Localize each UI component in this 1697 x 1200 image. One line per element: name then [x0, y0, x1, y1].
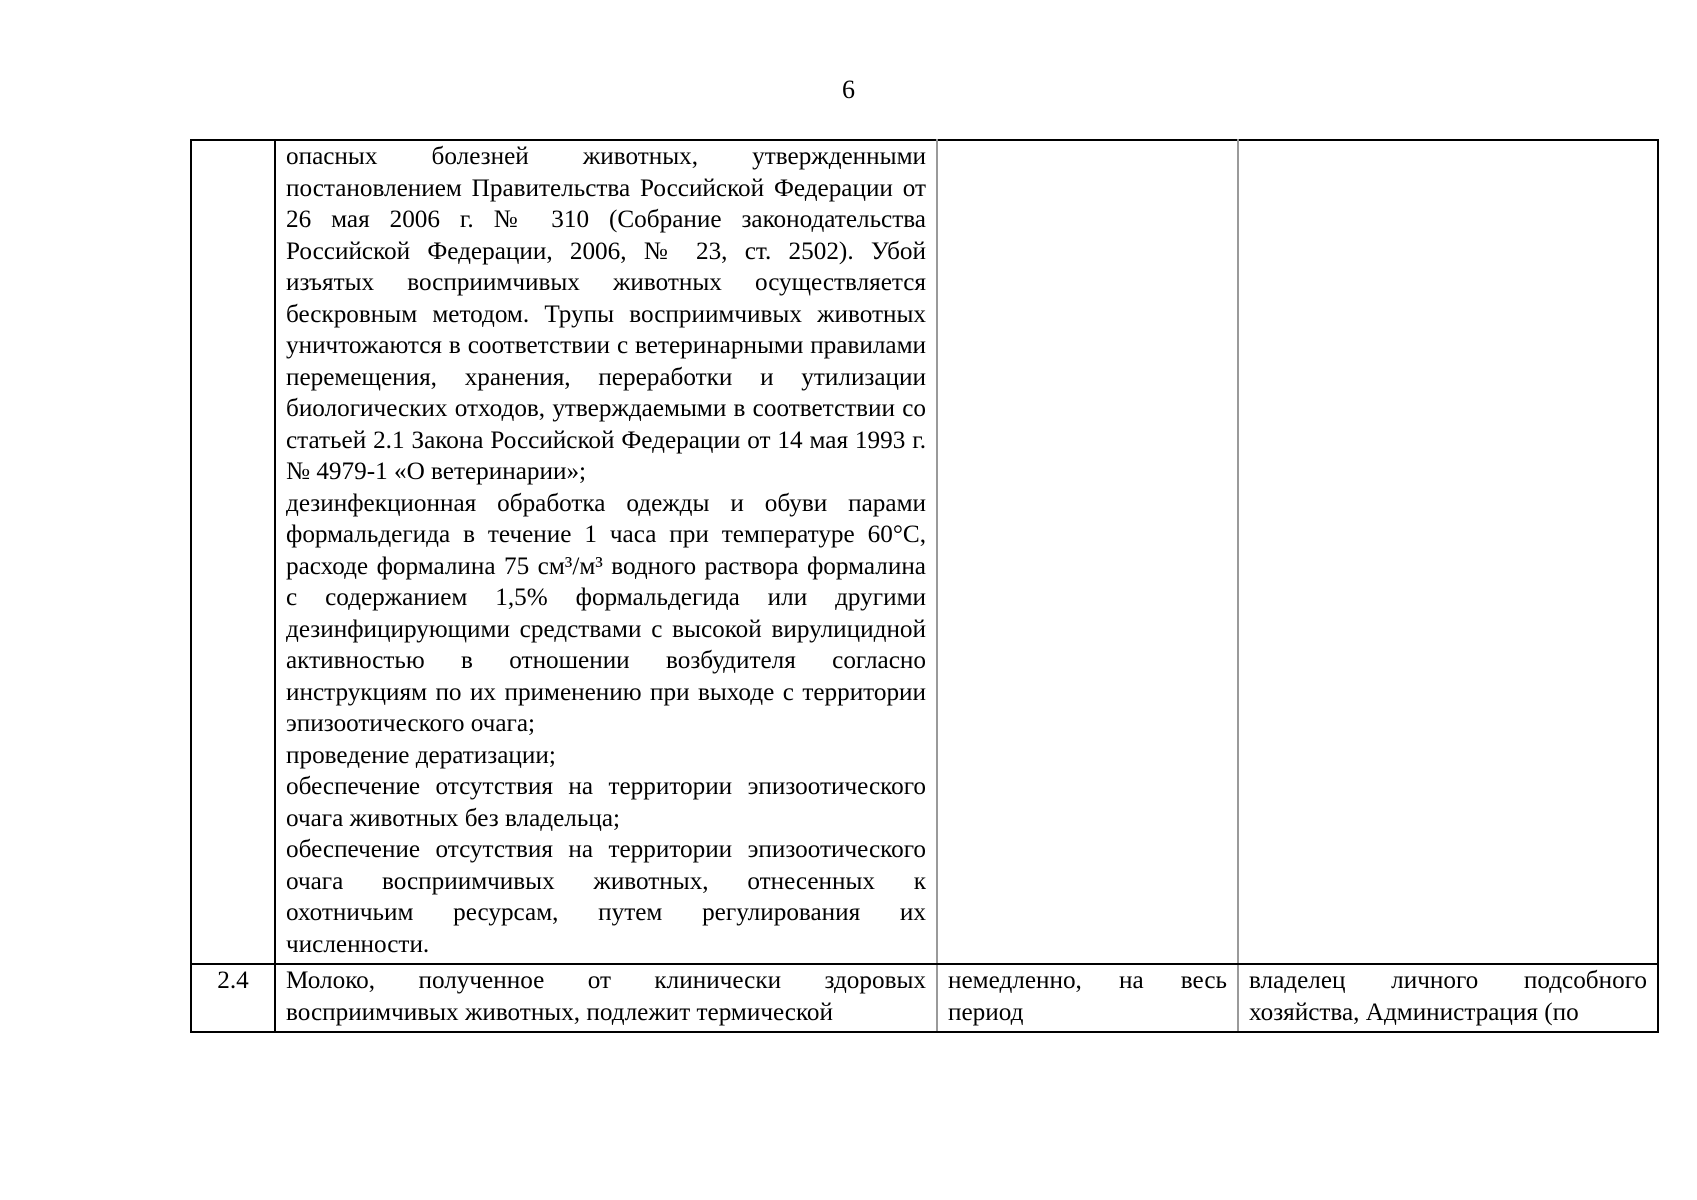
measure-paragraph: обеспечение отсутствия на территории эпизоотического очага восприимчивых животных, отнесенных к охотничьим ресурсам, путем регулирования их численности. — [286, 836, 926, 958]
page-number: 6 — [842, 75, 855, 104]
responsible-cell: владелец личного подсобного хозяйства, Администрация (по — [1238, 964, 1658, 1032]
row-number-cell — [191, 140, 275, 964]
measure-content-cell — [275, 964, 937, 1032]
measure-paragraph: опасных болезней животных, утвержденными постановлением Правительства Российской Федерации от 26 мая 2006 г. № 310 (Собрание законодательства Российской Федерации, 2006, № 23, ст. 2502). Убой изъятых восприимчивых животных осуществляется бескровным методом. Трупы восприимчивых животных уничтожаются в соответствии с ветеринарными правилами перемещения, хранения, переработки и утилизации биологических отходов, утверждаемыми в соответствии со статьей 2.1 Закона Российской Федерации от 14 мая 1993 г. № 4979-1 «О ветеринарии»; — [286, 143, 926, 485]
term-cell — [937, 140, 1238, 964]
row-number-cell: 2.4 — [191, 964, 275, 1032]
table-row — [191, 140, 1658, 964]
measure-paragraph: проведение дератизации; — [286, 741, 556, 769]
table-row — [191, 964, 1658, 1032]
measure-content-cell — [275, 140, 937, 964]
measures-table — [190, 139, 1659, 1033]
measure-paragraph: Молоко, полученное от клинически здоровых восприимчивых животных, подлежит термической — [286, 967, 926, 1026]
term-cell: немедленно, на весь период — [937, 964, 1238, 1032]
measure-paragraph: дезинфекционная обработка одежды и обуви парами формальдегида в течение 1 часа при температуре 60°С, расходе формалина 75 см³/м³ водного раствора формалина с содержанием 1,5% формальдегида или другими дезинфицирующими средствами с высокой вирулицидной активностью в отношении возбудителя согласно инструкциям по их применению при выходе с территории эпизоотического очага; — [286, 489, 926, 737]
measure-paragraph: обеспечение отсутствия на территории эпизоотического очага животных без владельца; — [286, 773, 926, 832]
responsible-cell — [1238, 140, 1658, 964]
